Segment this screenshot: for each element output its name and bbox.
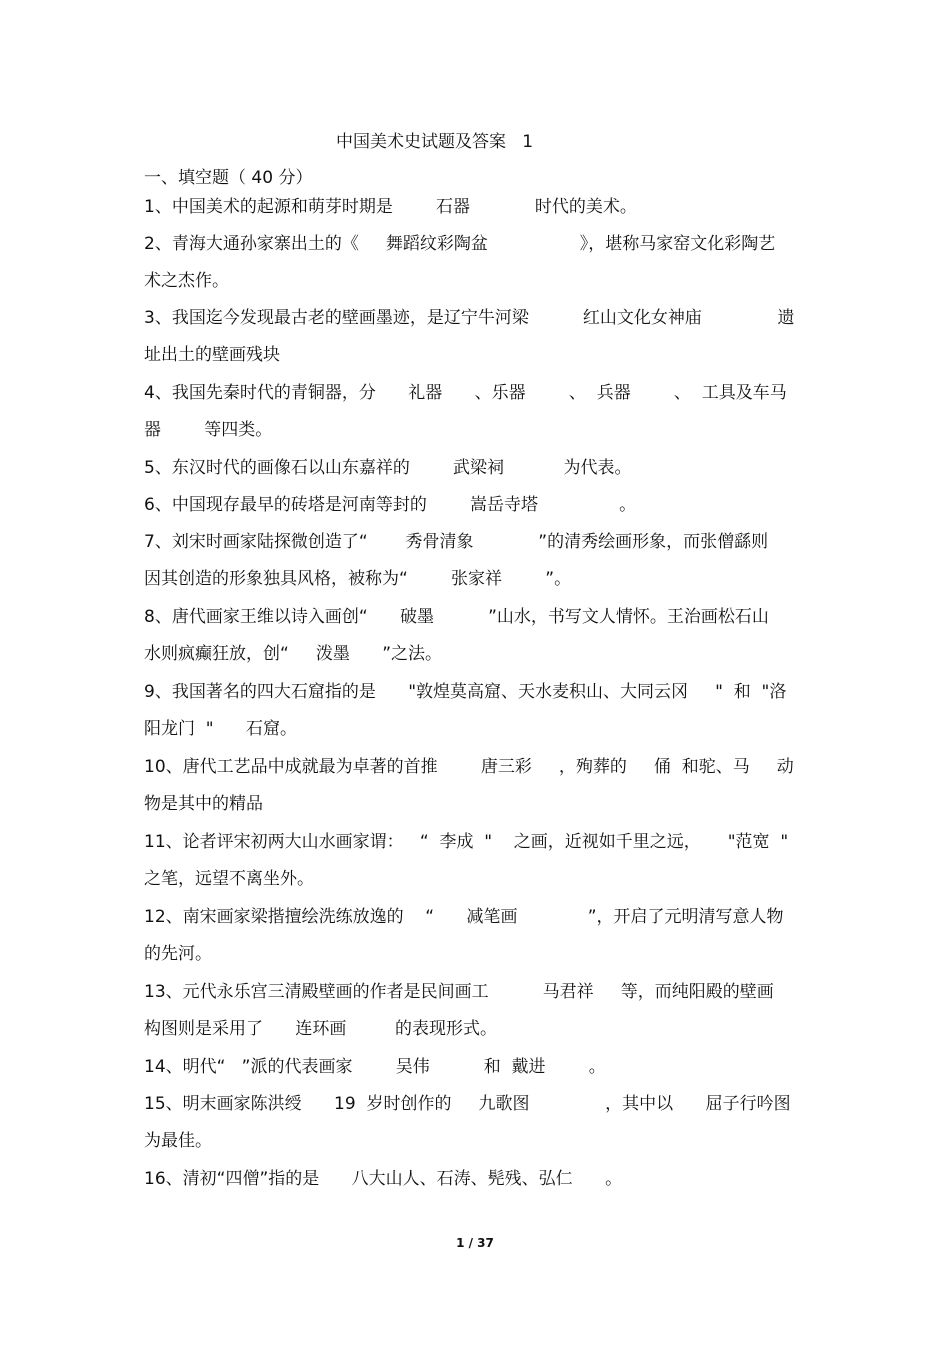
question-item [144,824,809,898]
question-line: 13、元代永乐宫三清殿壁画的作者是民间画工 马君祥 等，而纯阳殿的壁画 [144,982,774,1002]
question-line: 水则疯癫狂放，创“ 泼墨 ”之法。 [144,644,443,664]
question-line: 阳龙门 " 石窟。 [144,719,298,739]
question-line: 构图则是采用了 连环画 的表现形式。 [144,1019,498,1039]
question-line: 器 等四类。 [144,420,273,440]
question-line: 10、唐代工艺品中成就最为卓著的首推 唐三彩 ，殉葬的 俑 和驼、马 动 [144,757,794,777]
question-item [144,974,809,1048]
question-item [144,226,809,300]
question-item [144,899,809,973]
question-line: 16、清初“四僧”指的是 八大山人、石涛、髡残、弘仁 。 [144,1169,623,1189]
question-line: 术之杰作。 [144,271,229,291]
question-item [144,1161,809,1198]
question-line: 4、我国先秦时代的青铜器，分 礼器 、乐器 、 兵器 、 工具及车马 [144,383,787,403]
question-item [144,189,809,226]
question-item [144,749,809,823]
question-item [144,487,809,524]
page-number: 1 / 37 [456,1236,494,1250]
page-title: 中国美术史试题及答案 1 [336,132,534,152]
question-line: 9、我国著名的四大石窟指的是 "敦煌莫高窟、天水麦积山、大同云冈 " 和 "洛 [144,682,787,702]
question-line: 3、我国迄今发现最古老的壁画墨迹，是辽宁牛河梁 红山文化女神庙 遗 [144,308,795,328]
question-line: 5、东汉时代的画像石以山东嘉祥的 武梁祠 为代表。 [144,458,632,478]
question-line: 14、明代“ ”派的代表画家 吴伟 和 戴进 。 [144,1057,606,1077]
question-line: 1、中国美术的起源和萌芽时期是 石器 时代的美术。 [144,197,637,217]
question-line: 物是其中的精品 [144,794,263,814]
question-item [144,524,809,598]
question-line: 12、南宋画家梁揩擅绘洗练放逸的 “ 减笔画 ”，开启了元明清写意人物 [144,907,784,927]
question-line: 址出土的壁画残块 [144,345,280,365]
question-line: 为最佳。 [144,1131,212,1151]
question-item [144,375,809,449]
question-line: 11、论者评宋初两大山水画家谓： “ 李成 " 之画，近视如千里之远， "范宽 " [144,832,789,852]
question-line: 15、明末画家陈洪绶 19 岁时创作的 九歌图 ，其中以 屈子行吟图 [144,1094,791,1114]
question-line: 7、刘宋时画家陆探微创造了“ 秀骨清象 ”的清秀绘画形象，而张僧繇则 [144,532,769,552]
question-line: 之笔，远望不离坐外。 [144,869,314,889]
section-heading: 一、填空题（ 40 分） [144,168,313,188]
question-line: 的先河。 [144,944,212,964]
question-item [144,1049,809,1086]
question-item [144,674,809,748]
question-item [144,300,809,374]
question-line: 6、中国现存最早的砖塔是河南等封的 嵩岳寺塔 。 [144,495,637,515]
question-line: 2、青海大通孙家寨出土的《 舞蹈纹彩陶盆 》，堪称马家窑文化彩陶艺 [144,234,776,254]
question-line: 8、唐代画家王维以诗入画创“ 破墨 ”山水，书写文人情怀。王治画松石山 [144,607,769,627]
question-item [144,599,809,673]
question-item [144,450,809,487]
question-item [144,1086,809,1160]
question-line: 因其创造的形象独具风格，被称为“ 张家祥 ”。 [144,569,572,589]
